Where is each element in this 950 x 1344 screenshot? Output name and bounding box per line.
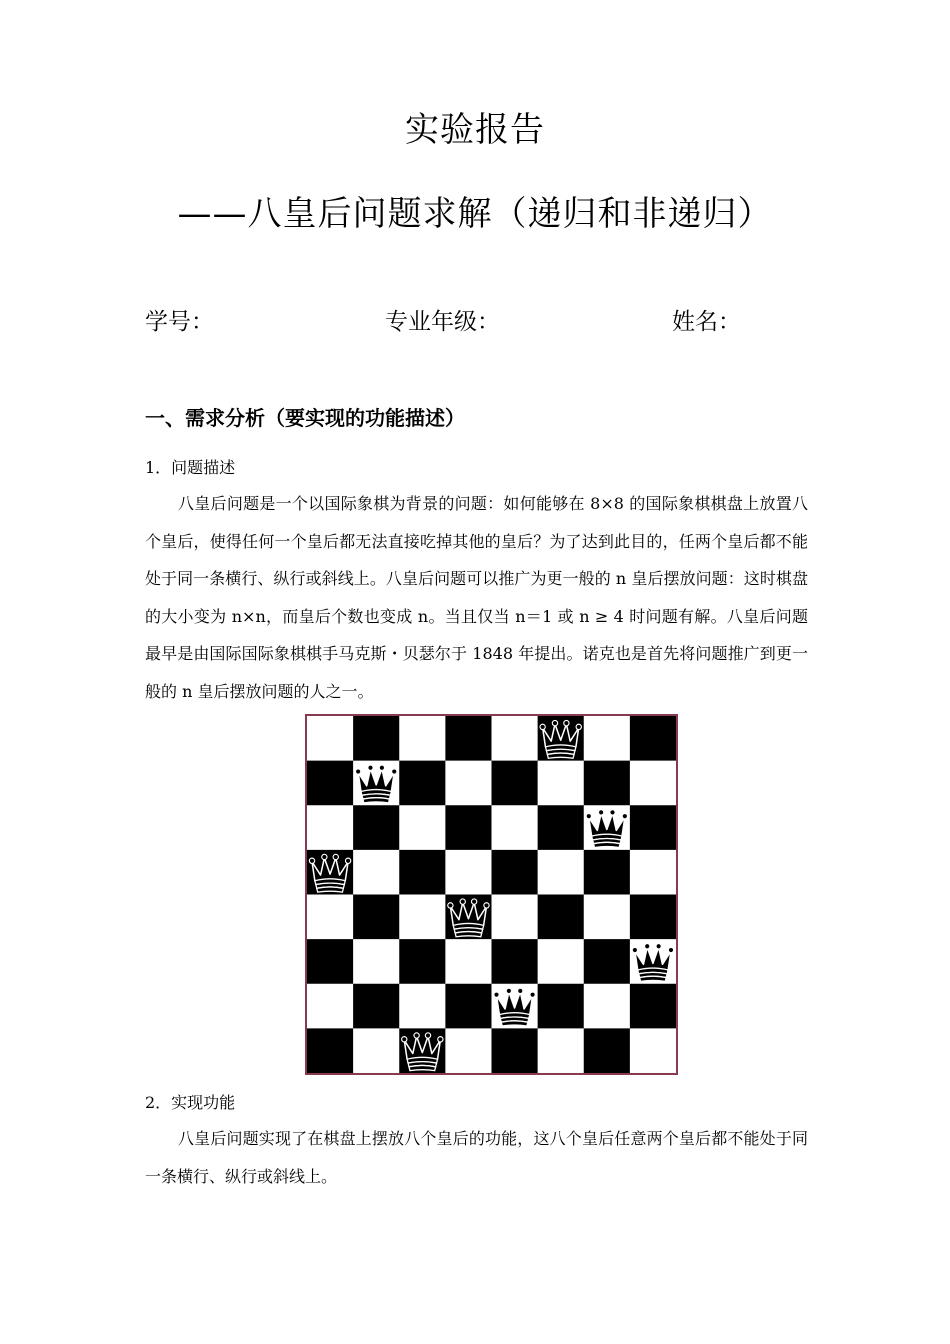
board-square [307, 1028, 354, 1073]
board-square [307, 939, 354, 984]
board-square [445, 716, 492, 761]
board-square [538, 805, 585, 850]
board-square [584, 984, 631, 1029]
board-square [399, 895, 446, 940]
board-square [399, 939, 446, 984]
board-square [538, 850, 585, 895]
board-square [492, 1028, 539, 1073]
board-square [399, 716, 446, 761]
board-square [399, 984, 446, 1029]
board-square [492, 939, 539, 984]
board-square [445, 850, 492, 895]
board-square [445, 984, 492, 1029]
board-square [353, 805, 400, 850]
student-id-label: 学号： [145, 309, 214, 335]
board-square [630, 805, 676, 850]
chessboard [307, 716, 676, 1073]
board-square [353, 850, 400, 895]
board-square [353, 939, 400, 984]
board-square [538, 1028, 585, 1073]
board-square [445, 1028, 492, 1073]
board-square [584, 716, 631, 761]
board-square [492, 761, 539, 806]
chessboard-figure [305, 714, 678, 1075]
board-square [538, 984, 585, 1029]
board-square [630, 895, 676, 940]
board-square [307, 761, 354, 806]
board-square [399, 850, 446, 895]
board-square [492, 805, 539, 850]
board-square [353, 1028, 400, 1073]
section-heading-requirements: 一、需求分析（要实现的功能描述） [145, 406, 465, 430]
board-square [584, 850, 631, 895]
board-square [399, 761, 446, 806]
name-label: 姓名： [672, 309, 741, 335]
board-square [353, 984, 400, 1029]
board-square [492, 895, 539, 940]
board-square [584, 1028, 631, 1073]
board-square [630, 984, 676, 1029]
major-label: 专业年级： [385, 309, 500, 335]
board-square [399, 805, 446, 850]
board-square [630, 850, 676, 895]
board-square [492, 716, 539, 761]
board-square [584, 761, 631, 806]
subheading-implemented-features: 2．实现功能 [145, 1093, 236, 1112]
board-square [307, 716, 354, 761]
board-square [353, 716, 400, 761]
board-square [538, 939, 585, 984]
board-square [630, 716, 676, 761]
board-square [630, 1028, 676, 1073]
board-square [307, 984, 354, 1029]
paragraph-problem-description: 八皇后问题是一个以国际象棋为背景的问题：如何能够在 8×8 的国际象棋棋盘上放置八个皇后，使得任何一个皇后都无法直接吃掉其他的皇后？为了达到此目的，任两个皇后都不能处于同一条横行、纵行或斜线上。八皇后问题可以推广为更一般的 n 皇后摆放问题：这时棋盘的大小变为 n×n，而皇后个数也变成 n。当且仅当 n＝1 或 n ≥ 4 时问题有解。八皇后问题最早是由国际国际象棋棋手马克斯・贝瑟尔于 1848 年提出。诺克也是首先将问题推广到更一般的 n 皇后摆放问题的人之一。 [145, 494, 808, 701]
board-square [584, 939, 631, 984]
board-square [630, 761, 676, 806]
board-square [492, 850, 539, 895]
board-square [584, 895, 631, 940]
board-square [307, 805, 354, 850]
board-square [538, 895, 585, 940]
subheading-problem-description: 1．问题描述 [145, 458, 236, 477]
report-title: 实验报告 [405, 110, 545, 150]
board-square [445, 939, 492, 984]
board-square [445, 805, 492, 850]
board-square [353, 895, 400, 940]
report-subtitle: ——八皇后问题求解（递归和非递归） [177, 194, 773, 234]
board-square [538, 761, 585, 806]
board-square [445, 761, 492, 806]
board-square [307, 895, 354, 940]
paragraph-implemented-features: 八皇后问题实现了在棋盘上摆放八个皇后的功能，这八个皇后任意两个皇后都不能处于同一条横行、纵行或斜线上。 [145, 1129, 808, 1186]
